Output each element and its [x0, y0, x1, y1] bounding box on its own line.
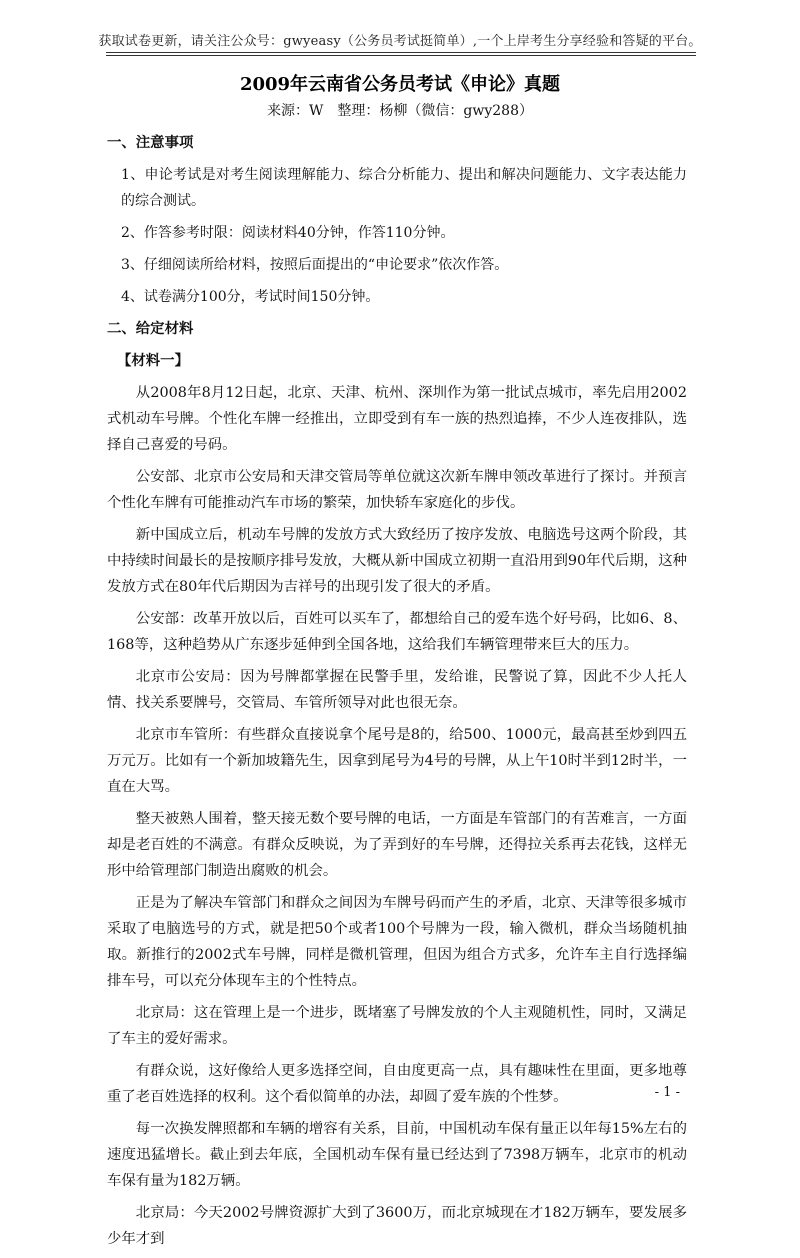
- notice-item: 1、申论考试是对考生阅读理解能力、综合分析能力、提出和解决问题能力、文字表达能力的综合测试。: [121, 167, 687, 209]
- section-heading-materials: 二、给定材料: [107, 320, 194, 337]
- notice-item: 3、仔细阅读所给材料，按照后面提出的“申论要求”依次作答。: [121, 257, 509, 273]
- notice-item: 4、试卷满分100分，考试时间150分钟。: [121, 289, 380, 305]
- notice-item: 2、作答参考时限：阅读材料40分钟，作答110分钟。: [121, 225, 455, 241]
- material-paragraph: 每一次换发牌照都和车辆的增容有关系，目前，中国机动车保有量正以年每15%左右的速度迅猛增长。截止到去年底，全国机动车保有量已经达到了7398万辆车，北京市的机动车保有量为182万辆。: [107, 1121, 687, 1189]
- material-paragraph: 北京局：今天2002号牌资源扩大到了3600万，而北京城现在才182万辆车，要发展多少年才到: [107, 1205, 687, 1247]
- page-header-notice: 获取试卷更新，请关注公众号：gwyeasy（公务员考试挺简单）,一个上岸考生分享经验和答疑的平台。: [98, 34, 702, 49]
- material-paragraph: 新中国成立后，机动车号牌的发放方式大致经历了按序发放、电脑选号这两个阶段，其中持续时间最长的是按顺序排号发放，大概从新中国成立初期一直沿用到90年代后期，这种发放方式在80年代后期因为吉祥号的出现引发了很大的矛盾。: [107, 527, 687, 595]
- document-body: [107, 130, 687, 1258]
- section-heading-notice: 一、注意事项: [107, 134, 194, 151]
- source-line: 来源：W 整理：杨柳（微信：gwy288）: [267, 103, 533, 119]
- material-paragraph: 从2008年8月12日起，北京、天津、杭州、深圳作为第一批试点城市，率先启用2002式机动车号牌。个性化车牌一经推出，立即受到有车一族的热烈追捧，不少人连夜排队，选择自己喜爱的号码。: [107, 385, 687, 453]
- material-paragraph: 整天被熟人围着，整天接无数个要号牌的电话，一方面是车管部门的有苦难言，一方面却是老百姓的不满意。有群众反映说，为了弄到好的车号牌，还得拉关系再去花钱，这样无形中给管理部门制造出腐败的机会。: [107, 811, 687, 879]
- material-label: 【材料一】: [117, 352, 189, 369]
- material-paragraph: 北京局：这在管理上是一个进步，既堵塞了号牌发放的个人主观随机性，同时，又满足了车主的爱好需求。: [107, 1005, 687, 1047]
- material-paragraph: 北京市车管所：有些群众直接说拿个尾号是8的，给500、1000元，最高甚至炒到四五万元万。比如有一个新加坡籍先生，因拿到尾号为4号的号牌，从上午10时半到12时半，一直在大骂。: [107, 727, 687, 795]
- material-paragraph: 北京市公安局：因为号牌都掌握在民警手里，发给谁，民警说了算，因此不少人托人情、找关系要牌号，交管局、车管所领导对此也很无奈。: [107, 669, 687, 711]
- header-divider-bottom: [106, 55, 696, 56]
- material-paragraph: 正是为了解决车管部门和群众之间因为车牌号码而产生的矛盾，北京、天津等很多城市采取了电脑选号的方式，就是把50个或者100个号牌为一段，输入微机，群众当场随机抽取。新推行的2002式车号牌，同样是微机管理，但因为组合方式多，允许车主自行选择编排车号，可以充分体现车主的个性特点。: [107, 895, 687, 989]
- material-paragraph: 公安部、北京市公安局和天津交管局等单位就这次新车牌申领改革进行了探讨。并预言个性化车牌有可能推动汽车市场的繁荣，加快轿车家庭化的步伐。: [107, 469, 687, 511]
- header-divider-top: [106, 52, 696, 53]
- page-number: - 1 -: [654, 1085, 680, 1100]
- material-paragraph: 有群众说，这好像给人更多选择空间，自由度更高一点，具有趣味性在里面，更多地尊重了老百姓选择的权利。这个看似简单的办法，却圆了爱车族的个性梦。: [107, 1063, 687, 1105]
- page-title: 2009年云南省公务员考试《申论》真题: [239, 74, 561, 95]
- material-paragraph: 公安部：改革开放以后，百姓可以买车了，都想给自己的爱车选个好号码，比如6、8、168等，这种趋势从广东逐步延伸到全国各地，这给我们车辆管理带来巨大的压力。: [107, 611, 687, 653]
